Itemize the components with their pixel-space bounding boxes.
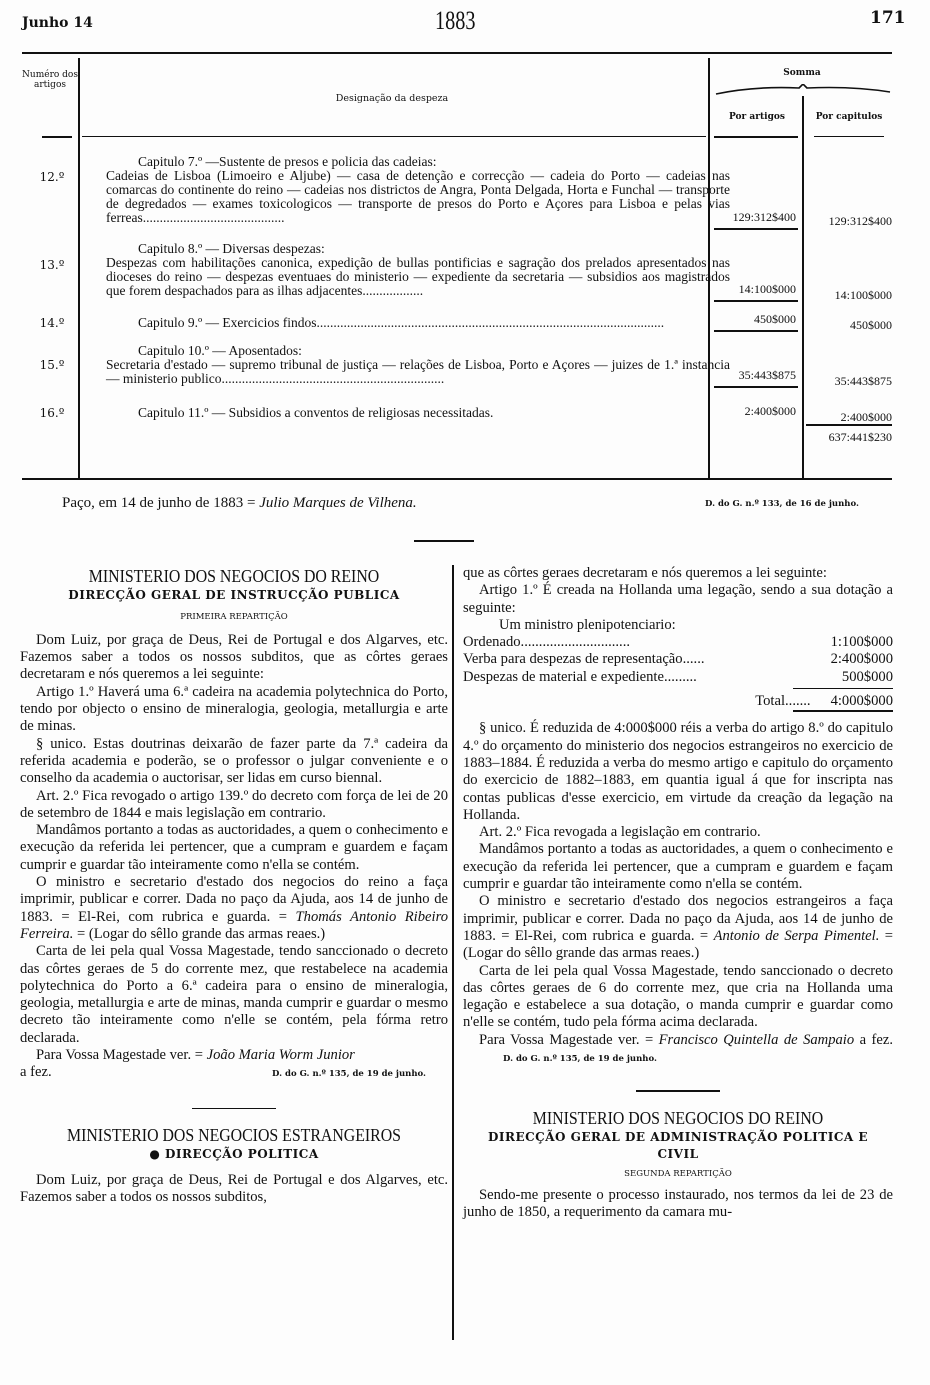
running-head-date: Junho 14 bbox=[22, 15, 93, 31]
header-por-capitulos: Por capitulos bbox=[815, 112, 883, 122]
paragraph: que as côrtes geraes decretaram e nós queremos a lei seguinte: bbox=[463, 565, 827, 581]
chapter-title: Capitulo 7.º —Sustente de presos e policia das cadeias: bbox=[138, 154, 437, 169]
reparticao-heading: SEGUNDA REPARTIÇÃO bbox=[624, 1168, 732, 1179]
paragraph: Artigo 1.º É creada na Hollanda uma legação, sendo a sua dotação a seguinte: bbox=[463, 582, 893, 616]
paragraph: Mandâmos portanto a todas as auctoridades, a quem o conhecimento e execução da referida lei pertencer, que a cumpram e guardem e façam cumprir e guardar tão inteiramente como n'ella se contém. bbox=[463, 841, 893, 893]
table-row: Capitulo 8.º — Diversas despezas: Despezas com habilitações canonica, expedição de bullas pontificias e sagração dos prelados apresentados nas dioceses do reino — despezas eventuaes do ministerio — expediente da secretaria — subsidios aos magistrados que forem despachados para as ilhas adjacentes.................. bbox=[106, 241, 730, 298]
page-number: 171 bbox=[870, 8, 906, 28]
row-number: 12.º bbox=[39, 170, 65, 184]
header-designacao: Designação da despeza bbox=[335, 93, 449, 104]
chapter-title: Capitulo 11.º — Subsidios a conventos de religiosas necessitadas. bbox=[138, 405, 494, 420]
amount-por-capitulos: 450$000 bbox=[850, 318, 892, 332]
running-head-year: 1883 bbox=[435, 6, 476, 35]
paragraph: § unico. Estas doutrinas deixarão de fazer parte da 7.ª cadeira da referida academia e poderão, se o professor o julgar conveniente e o conselho da academia o auctorisar, ser lidas em curso biennal. bbox=[20, 735, 448, 787]
header-numero: Numéro dos artigos bbox=[22, 70, 78, 90]
grand-total: 637:441$230 bbox=[828, 430, 892, 444]
paragraph: Dom Luiz, por graça de Deus, Rei de Portugal e dos Algarves, etc. Fazemos saber a todos os nossos subditos, que as côrtes geraes decretaram e nós queremos a lei seguinte: bbox=[20, 631, 448, 683]
amount-por-capitulos: 129:312$400 bbox=[828, 214, 892, 228]
row-number: 13.º bbox=[39, 258, 65, 272]
author-name: João Maria Worm Junior bbox=[206, 1047, 355, 1064]
row-number: 14.º bbox=[39, 316, 65, 330]
amount-por-artigos: 2:400$000 bbox=[744, 404, 796, 418]
amount-por-artigos: 129:312$400 bbox=[732, 210, 796, 224]
right-column bbox=[463, 565, 893, 1222]
chapter-title: Capitulo 9.º — Exercicios findos bbox=[138, 316, 317, 330]
ministry-heading: MINISTERIO DOS NEGOCIOS ESTRANGEIROS bbox=[67, 1125, 401, 1146]
chapter-title: Capitulo 8.º — Diversas despezas: bbox=[138, 241, 325, 256]
paragraph: Para Vossa Magestade ver. = Francisco Quintella de Sampaio a fez. D. do G. n.º 135, de 19 de junho. bbox=[479, 1031, 893, 1065]
signature-place-date: Paço, em 14 de junho de 1883 bbox=[62, 495, 244, 511]
budget-item: Despezas de material e expediente......... 500$000 bbox=[463, 668, 893, 685]
section-separator bbox=[414, 540, 474, 542]
amount-por-artigos: 14:100$000 bbox=[738, 282, 796, 296]
minister-name: Antonio de Serpa Pimentel. bbox=[713, 927, 880, 944]
paragraph: Dom Luiz, por graça de Deus, Rei de Portugal e dos Algarves, etc. Fazemos saber a todos os nossos subditos, bbox=[20, 1171, 448, 1205]
paragraph: O ministro e secretario d'estado dos negocios do reino a faça imprimir, publicar e correr. Dada no paço da Ajuda, aos 14 de junho de 1883. = El-Rei, com rubrica e guarda. = Thomás Antonio Ribeiro Ferreira. = (Logar do sêllo grande das armas reaes.) bbox=[20, 874, 449, 942]
table-bottom-rule bbox=[22, 478, 892, 480]
column-divider bbox=[78, 58, 80, 478]
ministry-heading: MINISTERIO DOS NEGOCIOS DO REINO bbox=[88, 566, 380, 586]
paragraph: § unico. É reduzida de 4:000$000 réis a verba do artigo 8.º do capitulo 4.º do orçamento do ministerio dos negocios estrangeiros no exercicio de 1883–1884. É reduzida a verba do mesmo artigo e capitulo do orçamento do exercicio de 1882–1883, em quantia igual á que for inscripta nas contas publicas d'esse exercicio, em virtude da creação da legação na Hollanda. bbox=[463, 720, 893, 823]
amount-por-capitulos: 2:400$000 bbox=[840, 410, 892, 424]
table-row bbox=[106, 406, 730, 420]
budget-item: Verba para despezas de representação...... 2:400$000 bbox=[463, 651, 893, 668]
gazette-reference: D. do G. n.º 133, de 16 de junho. bbox=[705, 499, 859, 509]
expense-table bbox=[22, 54, 892, 479]
row-description: Cadeias de Lisboa (Limoeiro e Aljube) — casa de detenção e correcção — cadeia do Porto — cadeias nas comarcas do continente do reino — cadeias nos districtos de Angra, Ponta Delgada, Horta e Funchal — transporte de degredados — exames toxicologicos — transporte de presos do Porto e Açores para Lisboa e pelas vias ferreas bbox=[106, 168, 730, 225]
row-description: Secretaria d'estado — supremo tribunal de justiça — relações de Lisboa, Porto e Açores — juizes de 1.ª instancia — ministerio publico bbox=[106, 357, 730, 386]
paragraph: Mandâmos portanto a todas as auctoridades, a quem o conhecimento e execução da referida lei pertencer, que a cumpram e guardem e façam cumprir e guardar tão inteiramente como n'ella se contém. bbox=[20, 822, 448, 873]
amount-por-artigos: 450$000 bbox=[754, 312, 796, 326]
direccao-heading: DIRECÇÃO GERAL DE INSTRUCÇÃO PUBLICA bbox=[68, 588, 400, 603]
minister-name: Thomás Antonio Ribeiro Ferreira. bbox=[20, 908, 449, 942]
author-name: Francisco Quintella de Sampaio bbox=[658, 1031, 855, 1048]
paragraph: Carta de lei pela qual Vossa Magestade, tendo sanccionado o decreto das côrtes geraes de 5 do corrente mez, que restabelece na academia polytechnica do Porto a 6.ª cadeira para o ensino de mineralogia, geologia, metallurgia e arte de minas, manda cumprir e guardar o mesmo decreto tão inteiramente como n'elle se contém, pela fórma retro declarada. bbox=[20, 943, 448, 1046]
column-rule bbox=[452, 565, 454, 1340]
table-row: Capitulo 7.º —Sustente de presos e policia das cadeias: Cadeias de Lisboa (Limoeiro e Aljube) — casa de detenção e correcção — cadeia do Porto — cadeias nas comarcas do continente do reino — cadeias nos districtos de Angra, Ponta Delgada, Horta e Funchal — transporte de degredados — exames toxicologicos — transporte de presos do Porto e Açores para Lisboa e pelas vias ferreas.......................................... bbox=[106, 154, 730, 225]
direccao-heading: DIRECÇÃO GERAL DE ADMINISTRAÇÃO POLITICA E CIVIL bbox=[487, 1130, 869, 1162]
paragraph: Para Vossa Magestade ver. = João Maria Worm Junior bbox=[36, 1047, 355, 1064]
paragraph: Artigo 1.º Haverá uma 6.ª cadeira na academia polytechnica do Porto, tendo por objecto o ensino de mineralogia, geologia, metallurgia e arte de minas. bbox=[20, 683, 448, 735]
budget-item: Ordenado.............................. 1:100$000 bbox=[463, 634, 893, 651]
amount-por-artigos: 35:443$875 bbox=[738, 368, 796, 382]
section-separator bbox=[192, 1108, 276, 1110]
row-description: Despezas com habilitações canonica, expedição de bullas pontificias e sagração dos prelados apresentados nas dioceses do reino — despezas eventuaes do ministerio — expediente da secretaria — subsidios aos magistrados que forem despachados para as ilhas adjacentes bbox=[106, 255, 730, 298]
ministry-heading: MINISTERIO DOS NEGOCIOS DO REINO bbox=[532, 1107, 824, 1128]
row-number: 16.º bbox=[39, 406, 65, 420]
paragraph: Art. 2.º Fica revogada a legislação em contrario. bbox=[479, 824, 761, 841]
chapter-title: Capitulo 10.º — Aposentados: bbox=[138, 343, 302, 358]
reparticao-heading: PRIMEIRA REPARTIÇÃO bbox=[180, 611, 288, 622]
direccao-heading: ● DIRECÇÃO POLITICA bbox=[149, 1147, 319, 1162]
signatory-name: Julio Marques de Vilhena. bbox=[259, 495, 417, 511]
section-separator bbox=[636, 1090, 720, 1092]
gazette-reference: D. do G. n.º 135, de 19 de junho. bbox=[503, 1054, 657, 1065]
signature-line: Paço, em 14 de junho de 1883 = Julio Marques de Vilhena. bbox=[62, 495, 417, 511]
row-number: 15.º bbox=[39, 358, 65, 372]
amount-por-capitulos: 14:100$000 bbox=[834, 288, 892, 302]
table-row: Capitulo 9.º — Exercicios findos....................................................................................................... bbox=[138, 316, 665, 330]
table-row: Capitulo 10.º — Aposentados: Secretaria d'estado — supremo tribunal de justiça — relações de Lisboa, Porto e Açores — juizes de 1.ª instancia — ministerio publico.................................................................. bbox=[106, 343, 730, 386]
header-somma: Somma bbox=[783, 68, 821, 78]
left-column: MINISTERIO DOS NEGOCIOS DO REINO DIRECÇÃO GERAL DE INSTRUCÇÃO PUBLICA PRIMEIRA REPARTIÇÃO Dom Luiz, por graça de Deus, Rei de Portugal e dos Algarves, etc. Fazemos saber a todos os nossos subditos, que as côrtes geraes decretaram e nós queremos a lei seguinte: Artigo 1.º Haverá uma 6.ª cadeira na academia polytechnica do Porto, tendo por objecto o ensino de mineralogia, geologia, metallurgia e arte de minas. § unico. Estas doutrinas deixarão de fazer parte da 7.ª cadeira da referida academia e poderão, se o professor o julgar conveniente e o conselho da academia o auctorisar, ser lidas em curso biennal. Art. 2.º Fica revogado o artigo 139.º do decreto com força de lei de 20 de setembro de 1844 e mais legislação em contrario. Mandâmos portanto a todas as auctoridades, a quem o conhecimento e execução da referida lei pertencer, que a cumpram e guardem e façam cumprir e guardar tão inteiramente como n'ella se contém. O ministro e secretario d'estado dos negocios do reino a faça imprimir, publicar e correr. Dada no paço da Ajuda, aos 14 de junho de 1883. = El-Rei, com rubrica e guarda. = Thomás Antonio Ribeiro Ferreira. = (Logar do sêllo grande das armas reaes.) Carta de lei pela qual Vossa Magestade, tendo sanccionado o decreto das côrtes geraes de 5 do corrente mez, que restabelece na academia polytechnica do Porto a 6.ª cadeira para o ensino de mineralogia, geologia, metallurgia e arte de minas, manda cumprir e guardar o mesmo decreto tão inteiramente como n'elle se contém, pela fórma retro declarada. Para Vossa Magestade ver. = João Maria Worm Junior a fez. D. do G. n.º 135, de 19 de junho. MINISTERIO DOS NEGOCIOS ESTRANGEIROS ● DIRECÇÃO POLITICA Dom Luiz, por graça de Deus, Rei de Portugal e dos Algarves, etc. Fazemos saber a todos os nossos subditos, bbox=[20, 566, 449, 1205]
budget-total: Total....... 4:000$000 bbox=[755, 693, 893, 710]
paragraph: O ministro e secretario d'estado dos negocios estrangeiros a faça imprimir, publicar e correr. Dada no paço da Ajuda, aos 14 de junho de 1883. = El-Rei, com rubrica e guarda. = Antonio de Serpa Pimentel. = (Logar do sêllo grande das armas reaes.) bbox=[463, 893, 893, 962]
paragraph: Carta de lei pela qual Vossa Magestade, tendo sanccionado o decreto das côrtes geraes de 6 do corrente mez, que cria na Hollanda uma legação e estabelece a sua dotação, o manda cumprir e guardar como n'elle se contém, tudo pela fórma acima declarada. bbox=[463, 962, 893, 1031]
amount-por-capitulos: 35:443$875 bbox=[834, 374, 892, 388]
paragraph: Art. 2.º Fica revogado o artigo 139.º do decreto com força de lei de 20 de setembro de 1844 e mais legislação em contrario. bbox=[20, 787, 448, 821]
header-por-artigos: Por artigos bbox=[729, 112, 785, 122]
gazette-reference: D. do G. n.º 135, de 19 de junho. bbox=[272, 1069, 426, 1080]
brace-icon bbox=[714, 84, 892, 96]
paragraph: Sendo-me presente o processo instaurado, nos termos da lei de 23 de junho de 1850, a requerimento da camara mu- bbox=[463, 1187, 893, 1221]
paragraph: Um ministro plenipotenciario: bbox=[499, 616, 676, 633]
